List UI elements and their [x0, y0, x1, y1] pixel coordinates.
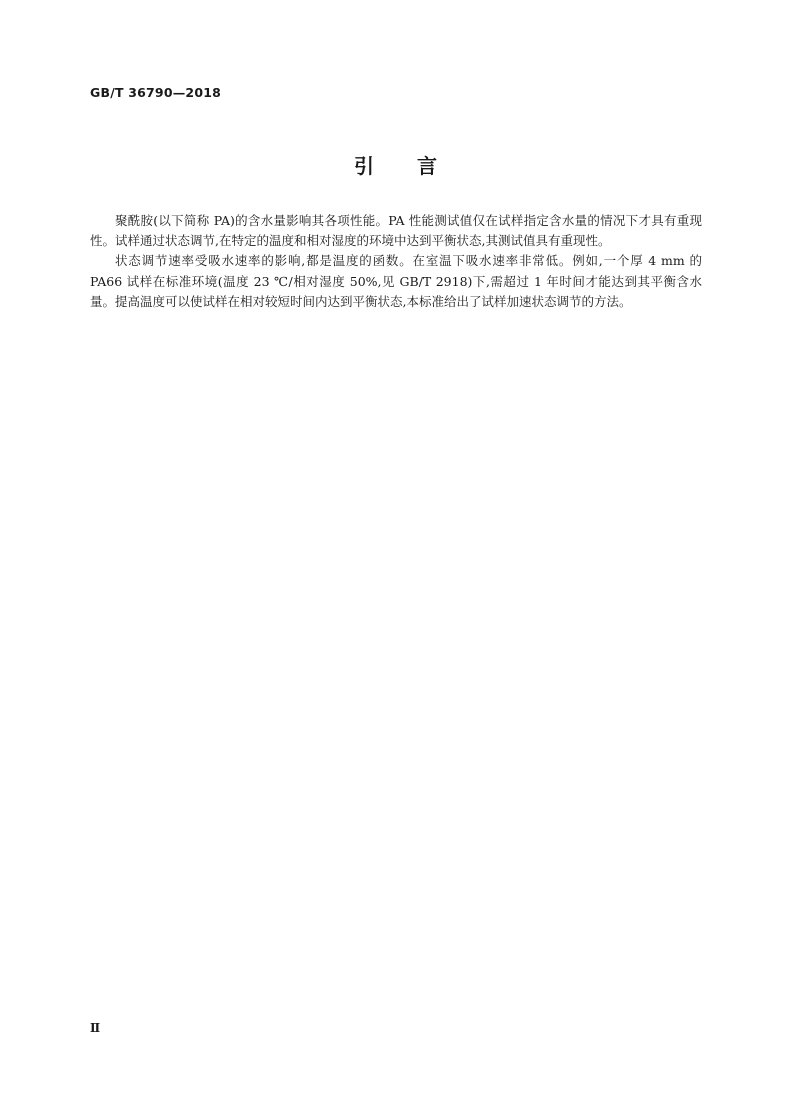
standard-code: GB/T 36790—2018 [90, 85, 222, 100]
paragraph-1: 聚酰胺(以下简称 PA)的含水量影响其各项性能。PA 性能测试值仅在试样指定含水量的情况下才具有重现性。试样通过状态调节,在特定的温度和相对湿度的环境中达到平衡状态,其测试值具有重现性。 [90, 213, 702, 249]
body-text [90, 211, 702, 312]
page-number: Ⅱ [90, 1021, 101, 1035]
page-title: 引 言 [354, 154, 438, 178]
paragraph-2: 状态调节速率受吸水速率的影响,都是温度的函数。在室温下吸水速率非常低。例如,一个厚 4 mm 的 PA66 试样在标准环境(温度 23 ℃/相对湿度 50%,见 GB/T 2918)下,需超过 1 年时间才能达到其平衡含水量。提高温度可以使试样在相对较短时间内达到平衡状态,本标准给出了试样加速状态调节的方法。 [90, 253, 702, 309]
